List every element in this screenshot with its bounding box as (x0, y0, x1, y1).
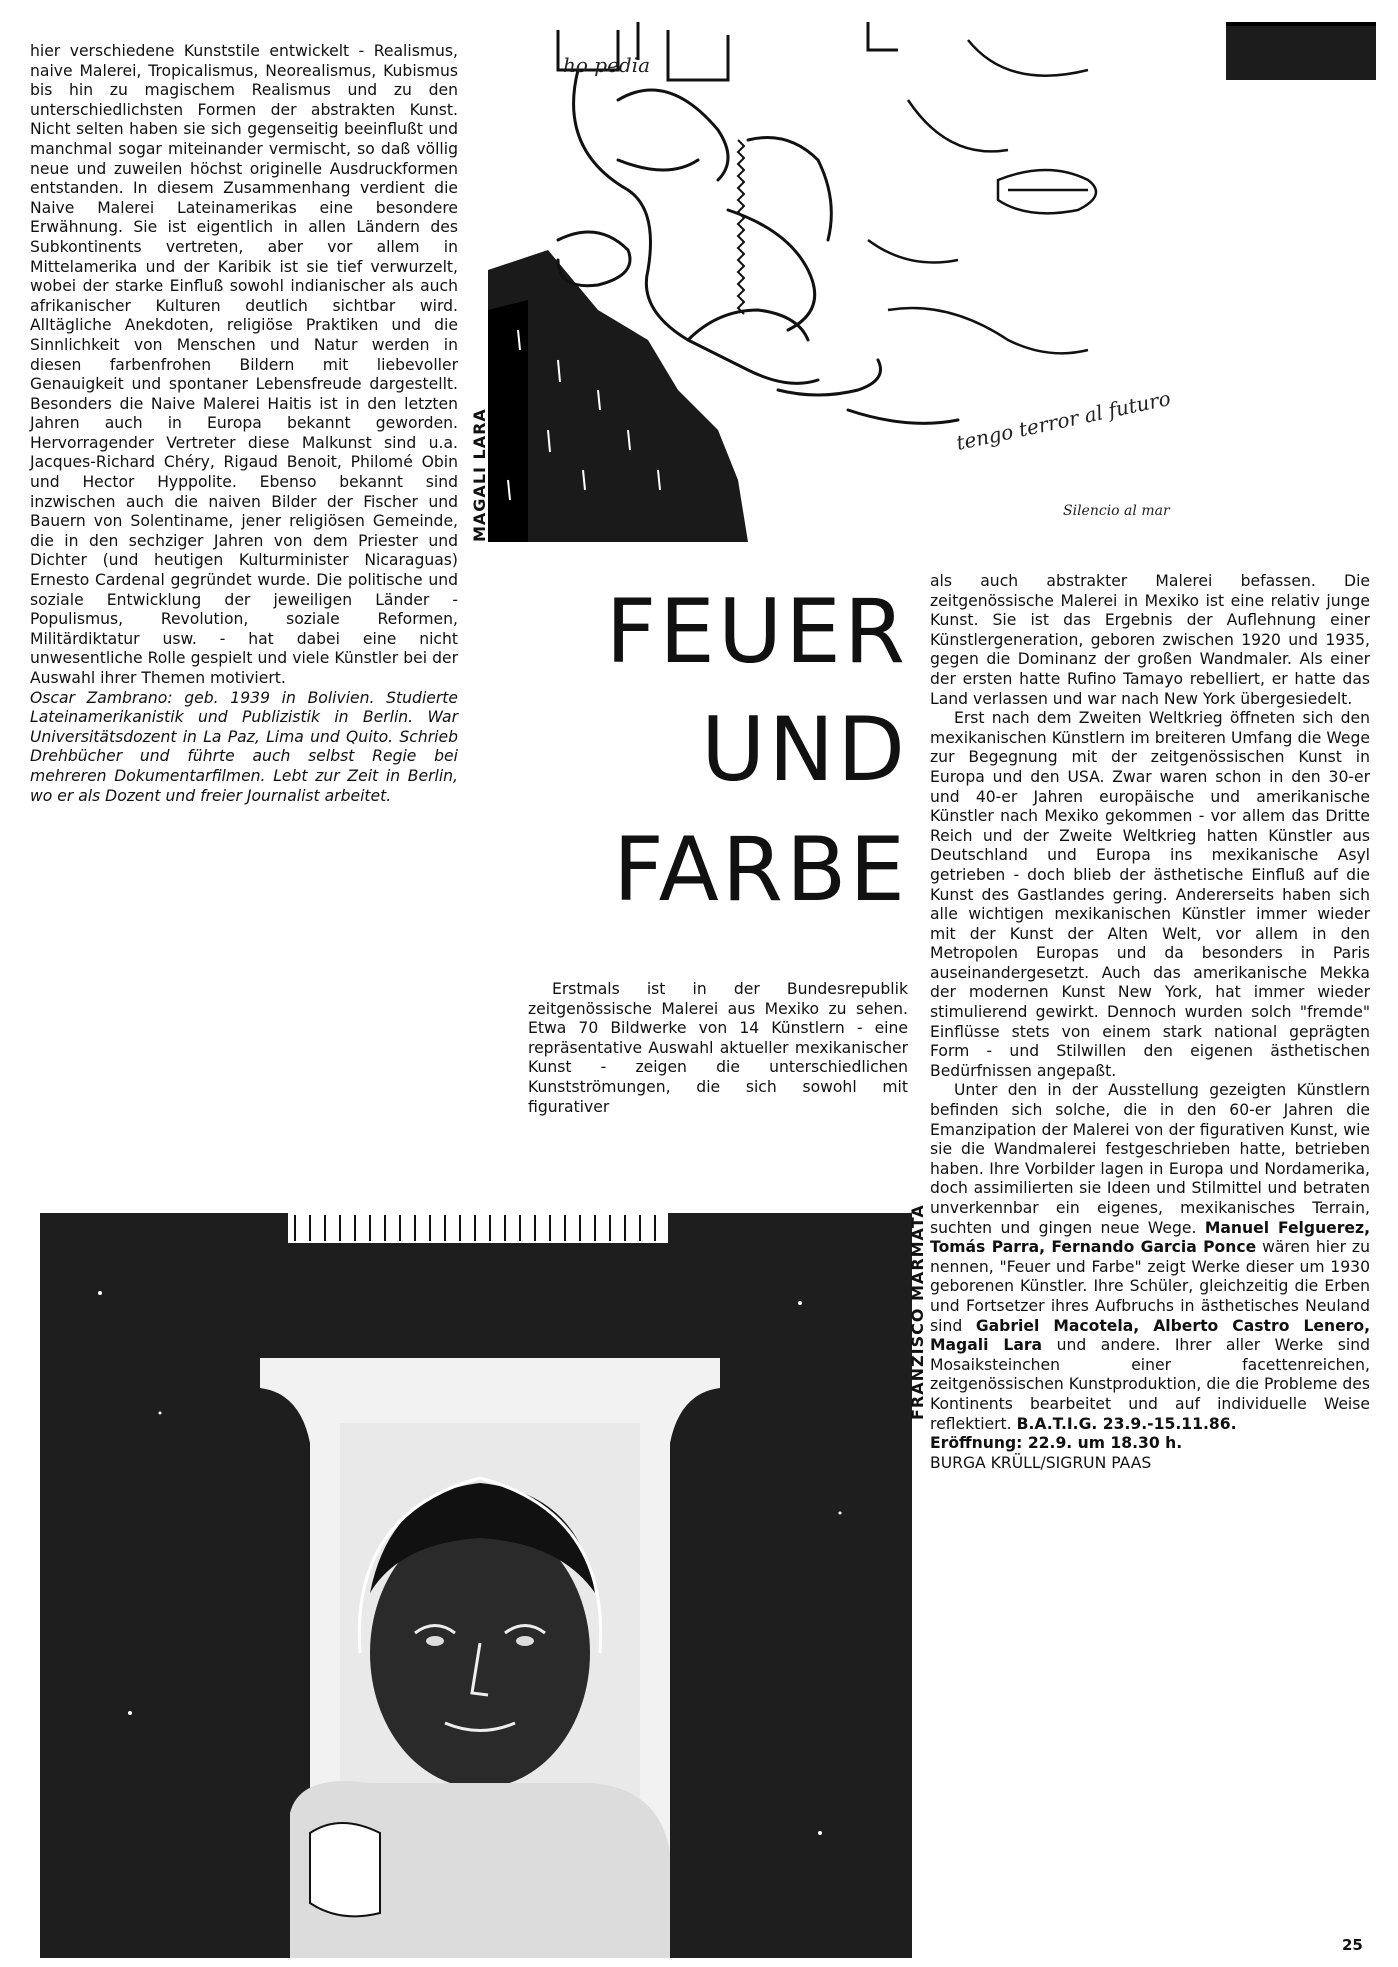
artist-names-1: Manuel Felguerez, Tomás Parra, Fernando Garcia Ponce (930, 1218, 1371, 1257)
handwriting-top: ho pedia (563, 53, 651, 77)
right-paragraph-3-mid: wären hier zu nennen, "Feuer und Farbe" zeigt Werke dieser um 1930 geborenen Künstler. Ihre Schüler, gleichzeitig die Erben und Fortsetzer ihres Aufbruchs in ästhetisches Neuland sind (930, 1238, 1371, 1335)
intro-paragraph: Erstmals ist in der Bundesrepublik zeitgenössische Malerei aus Mexiko zu sehen. Etwa 70 Bildwerke von 14 Künstlern - eine repräsentative Auswahl aktueller mexikanischer Kunst - zeigen die unterschiedlichen Kunstströmungen, die sich sowohl mit figurativer (528, 980, 908, 1116)
artist-credit-bottom: FRANZISCO MARMATA (908, 1204, 927, 1420)
exhibition-venue-dates: B.A.T.I.G. 23.9.-15.11.86. (1016, 1414, 1237, 1433)
handwriting-bottom: Silencio al mar (1063, 503, 1170, 519)
headline-line-2: UND (701, 698, 908, 801)
article-authors: BURGA KRÜLL/SIGRUN PAAS (930, 1453, 1152, 1472)
right-paragraph-1: als auch abstrakter Malerei befassen. Die zeitgenössische Malerei in Mexiko ist eine relativ junge Kunst. Sie ist das Ergebnis der Auflehnung einer Künstlergeneration, geboren zwischen 1920 und 1935, gegen die Dominanz der großen Wandmaler. Als einer der ersten hatte Rufino Tamayo rebelliert, er hatte das Land verlassen und war nach New York übergesiedelt. (930, 572, 1370, 708)
artist-names-2: Gabriel Macotela, Alberto Castro Lenero, Magali Lara (930, 1316, 1371, 1355)
top-artwork (488, 10, 1388, 542)
right-paragraph-3-end: und andere. Ihrer aller Werke sind Mosaiksteinchen einer facettenreichen, zeitgenössischen Kunstproduktion, die die Probleme des Kontinents bearbeitet und auf individuelle Weise reflektiert. (930, 1336, 1370, 1433)
opening-time: Eröffnung: 22.9. um 18.30 h. (930, 1434, 1183, 1453)
right-paragraph-3-start: Unter den in der Ausstellung gezeigten Künstlern befinden sich solche, die in den 60-er Jahren die Emanzipation der Malerei von der figurativen Kunst, wie sie die Wandmalerei festgeschrieben hatte, betrieben haben. Ihre Vorbilder lagen in Europa und Nordamerika, doch assimilierten sie Ideen und Stilmittel und betraten unverkennbar ein eigenes, mexikanisches Terrain, suchten und gingen neue Wege. (930, 1081, 1370, 1237)
artist-credit-top: MAGALI LARA (470, 408, 489, 542)
page-number: 25 (1342, 1936, 1363, 1954)
author-bio: Oscar Zambrano: geb. 1939 in Bolivien. Studierte Lateinamerikanistik und Publizistik in Berlin. War Universitätsdozent in La Paz, Lima und Quito. Schrieb Drehbücher und führte auch selbst Regie bei mehreren Dokumentarfilmen. Lebt zur Zeit in Berlin, wo er als Dozent und freier Journalist arbeitet. (30, 688, 458, 805)
right-paragraph-2: Erst nach dem Zweiten Weltkrieg öffneten sich den mexikanischen Künstlern im breiteren Umfang die Wege zur Begegnung mit der zeitgenössischen Kunst in Europa und den USA. Zwar waren schon in den 30-er und 40-er Jahren europäische und amerikanische Künstler nach Mexiko gekommen - vor allem das Dritte Reich und der Zweite Weltkrieg hatten Künstler aus Deutschland und Europa ins mexikanische Asyl getrieben - doch blieb der ästhetische Einfluß auf die Kunst des Gastlandes gering. Andererseits haben sich alle wichtigen mexikanischen Künstler immer wieder mit der Kunst der Alten Welt, vor allem in den Metropolen Europas und da besonders in Paris auseinandergesetzt. Auch das amerikanische Mekka der modernen Kunst New York, hat immer wieder stimulierend gewirkt. Dennoch wurden solch "fremde" Einflüsse stets von einem stark national geprägten Form - und Stilwillen den eigenen ästhetischen Bedürfnissen angepaßt. (930, 709, 1370, 1080)
headline-line-1: FEUER (605, 580, 908, 683)
bottom-artwork (40, 1213, 912, 1958)
left-body-paragraph: hier verschiedene Kunststile entwickelt - Realismus, naive Malerei, Tropicalismus, Neorealismus, Kubismus bis hin zu magischem Realismus und zu den unterschiedlichsten Formen der abstrakten Kunst. Nicht selten haben sie sich gegenseitig beeinflußt und manchmal sogar miteinander vermischt, so daß völlig neue und zuweilen höchst originelle Ausdruckformen entstanden. In diesem Zusammenhang verdient die Naive Malerei Lateinamerikas eine besondere Erwähnung. Sie ist eigentlich in allen Ländern des Subkontinents vertreten, aber vor allem in Mittelamerika und der Karibik ist sie tief verwurzelt, wobei der starke Einfluß sowohl indianischer als auch afrikanischer Kulturen deutlich sichtbar wird. Alltägliche Anekdoten, religiöse Praktiken und die Sinnlichkeit von Menschen und Natur werden in diesen farbenfrohen Bildern mit liebevoller Genauigkeit und spontaner Lebensfreude dargestellt. Besonders die Naive Malerei Haitis ist in den letzten Jahren auch in Europa bekannt geworden. Hervorragender Vertreter diese Malkunst sind u.a. Jacques-Richard Chéry, Rigaud Benoit, Philomé Obin und Hector Hyppolite. Ebenso bekannt sind inzwischen auch die naiven Bilder der Fischer und Bauern von Solentiname, jener religiösen Gemeinde, die in den sechziger Jahren von dem Priester und Dichter (und heutigen Kulturminister Nicaraguas) Ernesto Cardenal gegründet wurde. Die politische und soziale Entwicklung der jeweiligen Länder - Populismus, Revolution, soziale Reformen, Militärdiktatur usw. - hat dabei eine nicht unwesentliche Rolle gespielt und viele Künstler bei der Auswahl ihrer Themen motiviert. (30, 42, 458, 687)
article-right-column (930, 572, 1370, 1473)
artwork-striped-strip (288, 1213, 668, 1243)
article-intro-column (528, 980, 908, 1117)
headline-line-3: FARBE (613, 818, 908, 921)
handwriting-middle: tengo terror al futuro (954, 386, 1173, 455)
artwork-dark-block (1226, 22, 1376, 80)
article-left-column (30, 42, 458, 806)
artwork-zigzag (738, 140, 744, 314)
right-paragraph-3 (930, 1081, 1370, 1434)
